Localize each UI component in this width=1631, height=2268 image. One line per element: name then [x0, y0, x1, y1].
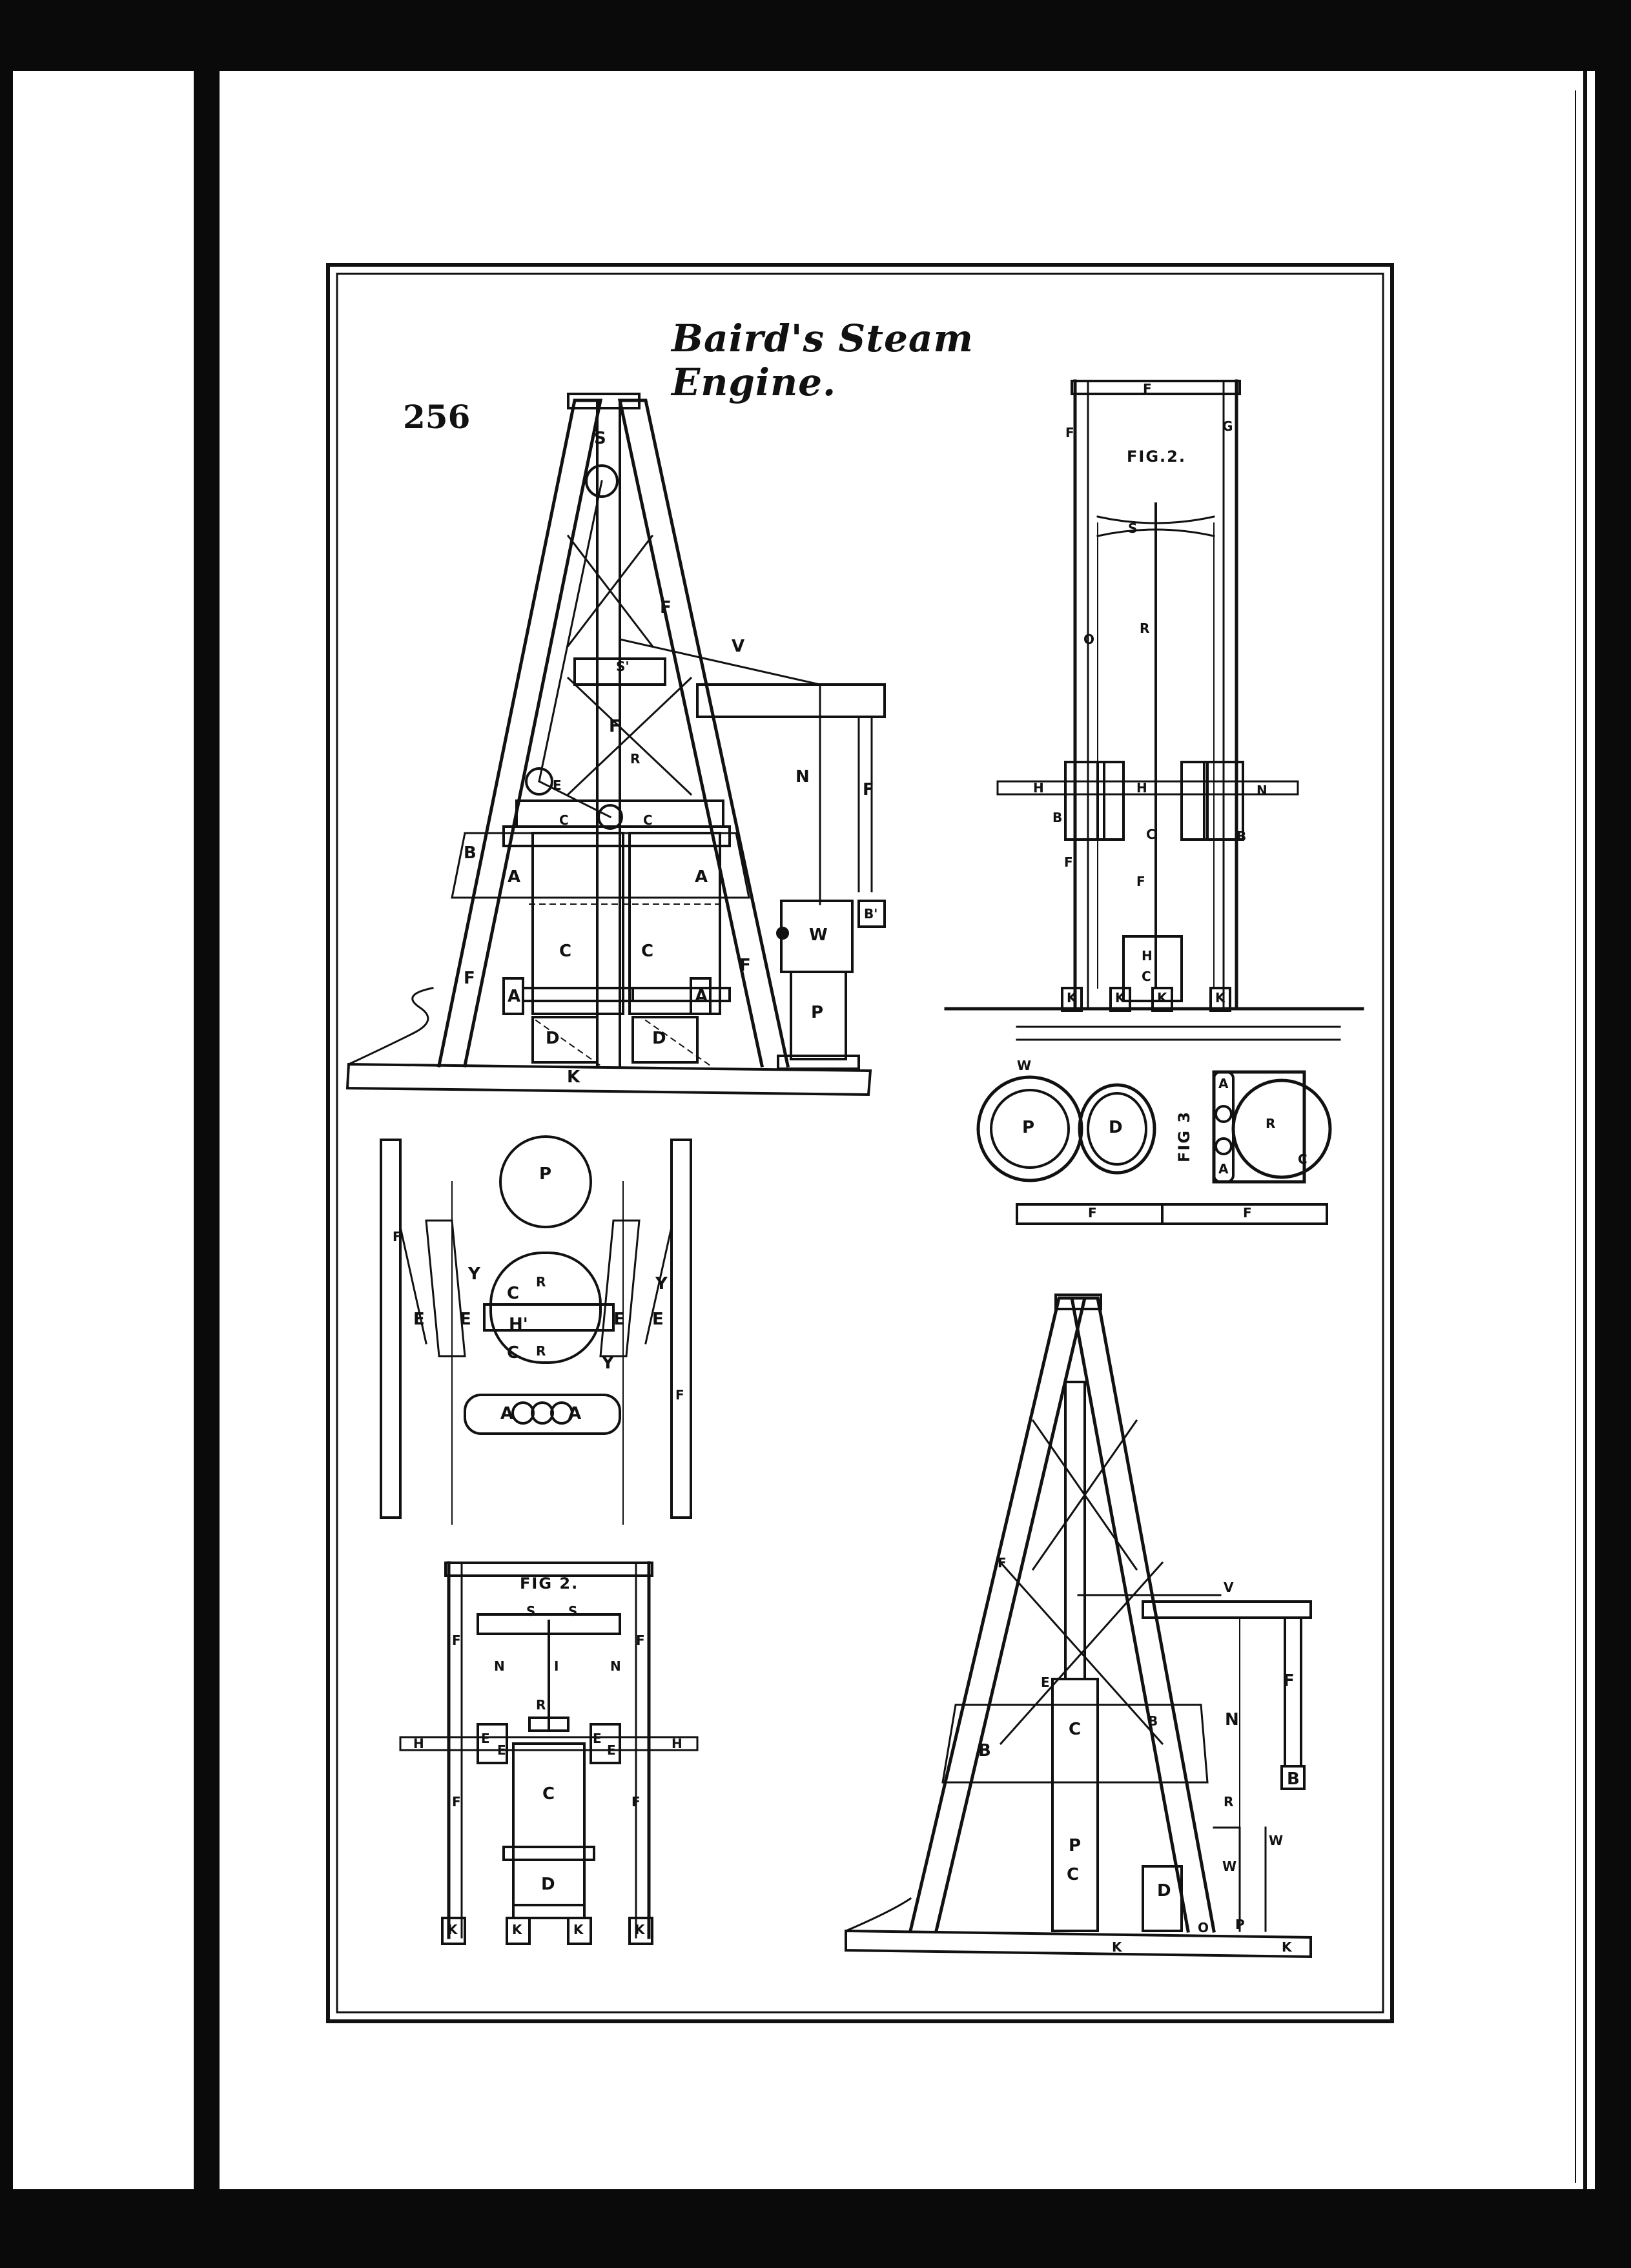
label-main-c-top-left: C — [559, 812, 569, 828]
label-fig2b-e-3: E — [593, 1731, 602, 1746]
label-fig2a-o: O — [1083, 632, 1095, 647]
label-plan-e-1: E — [413, 1310, 425, 1329]
label-fig2a-h-lower: H — [1142, 948, 1153, 964]
label-fig2b-e-4: E — [607, 1742, 616, 1758]
label-fig2a-f-lower-mid: F — [1136, 874, 1145, 889]
label-plan-h-prime: H' — [509, 1315, 528, 1334]
label-fig2b-n-right: N — [610, 1658, 621, 1674]
label-fig2a-b-left: B — [1052, 810, 1063, 825]
label-fig2b-f-lower-right: F — [631, 1794, 641, 1809]
label-side-o: O — [1198, 1920, 1209, 1935]
label-fig3-a-bottom: A — [1218, 1161, 1229, 1177]
label-main-a-lower-right: A — [695, 987, 708, 1006]
label-side-k-right: K — [1282, 1939, 1292, 1955]
label-fig2b-i: I — [554, 1658, 559, 1674]
label-side-d: D — [1157, 1881, 1171, 1901]
label-fig2b-s-left: S — [526, 1603, 536, 1619]
label-plan-r-lower: R — [536, 1343, 546, 1359]
label-side-w: W — [1269, 1833, 1284, 1848]
label-side-c-lower: C — [1067, 1865, 1080, 1884]
label-fig2b-f-lower-left: F — [452, 1794, 461, 1809]
label-main-c-right: C — [641, 942, 654, 961]
label-main-e: E — [553, 778, 562, 793]
label-main-f-left: F — [464, 969, 475, 988]
label-main-s: S — [594, 429, 606, 448]
label-fig2a-b-right: B — [1236, 829, 1247, 844]
label-plan-c-upper: C — [507, 1284, 520, 1303]
label-main-d-left: D — [546, 1029, 560, 1048]
label-main-f-right: F — [739, 956, 751, 975]
label-plan-a-left: A — [500, 1404, 514, 1423]
label-side-b-left: B — [978, 1741, 991, 1760]
label-side-p: P — [1069, 1836, 1082, 1855]
label-side-f-upper: F — [998, 1555, 1007, 1571]
label-plan-e-2: E — [460, 1310, 471, 1329]
label-side-e: E — [1041, 1675, 1050, 1690]
label-main-b-prime: B' — [864, 906, 878, 922]
label-fig2a-g: G — [1222, 418, 1233, 434]
label-side-v: V — [1224, 1580, 1234, 1595]
label-main-f-upper: F — [660, 598, 672, 617]
label-fig3-f-left: F — [1088, 1205, 1097, 1221]
label-side-b-right: B — [1148, 1713, 1158, 1729]
plate-number: 256 — [403, 398, 471, 436]
label-plan-c-lower: C — [507, 1343, 520, 1363]
label-main-k: K — [567, 1067, 580, 1087]
label-fig3-r: R — [1266, 1116, 1276, 1131]
label-main-f-mid: F — [609, 717, 621, 736]
label-fig2b-f-upper-right: F — [636, 1633, 645, 1648]
label-fig3-d: D — [1109, 1118, 1123, 1137]
label-fig2a-k-4: K — [1215, 990, 1226, 1005]
label-fig2a-f-top: F — [1143, 381, 1152, 397]
label-fig3-w: W — [1017, 1058, 1032, 1073]
label-main-f-column: F — [863, 780, 874, 799]
label-main-a-upper-right: A — [695, 867, 708, 887]
label-fig3-a-top: A — [1218, 1076, 1229, 1091]
fig3-drawing — [978, 1072, 1330, 1224]
label-fig2b-c: C — [542, 1784, 555, 1804]
label-main-w: W — [809, 925, 828, 945]
fig3-caption: FIG 3 — [1175, 1110, 1193, 1162]
label-fig2a-h-mid: H — [1136, 780, 1147, 796]
label-fig2a-k-1: K — [1067, 990, 1077, 1005]
label-plan-y-lower: Y — [602, 1354, 614, 1373]
label-side-w-lower: W — [1222, 1859, 1237, 1874]
label-side-r: R — [1224, 1794, 1234, 1809]
label-fig2a-s: S — [1128, 521, 1138, 536]
fig2-top-caption: FIG.2. — [1127, 448, 1186, 466]
label-main-a-lower-left: A — [508, 987, 521, 1006]
label-main-a-upper-left: A — [508, 867, 521, 887]
label-fig2b-d: D — [541, 1875, 555, 1894]
label-main-v: V — [732, 637, 745, 656]
label-fig2a-k-3: K — [1157, 990, 1167, 1005]
label-fig2b-h-left: H — [413, 1736, 424, 1751]
label-side-b-weight: B — [1287, 1769, 1300, 1789]
label-plan-r-upper: R — [536, 1274, 546, 1290]
label-fig2a-f-left: F — [1065, 425, 1074, 440]
label-fig2b-n-left: N — [494, 1658, 505, 1674]
label-fig2a-c-lower: C — [1142, 969, 1151, 984]
fig2-bottom-caption: FIG 2. — [520, 1574, 579, 1593]
label-plan-a-right: A — [568, 1404, 582, 1423]
label-main-d-right: D — [652, 1029, 666, 1048]
label-main-s-prime: S' — [616, 659, 630, 674]
inner-frame — [337, 274, 1383, 2012]
label-fig2a-n: N — [1257, 783, 1267, 798]
label-main-n: N — [795, 767, 810, 787]
label-fig2a-h-left: H — [1033, 780, 1044, 796]
label-fig2b-k-1: K — [447, 1922, 458, 1937]
label-plan-f-left: F — [393, 1229, 402, 1244]
label-main-r: R — [630, 751, 641, 767]
label-fig2a-r: R — [1140, 621, 1150, 636]
label-side-f-right: F — [1283, 1671, 1295, 1691]
label-main-p: P — [811, 1003, 824, 1022]
label-plan-p: P — [539, 1164, 552, 1184]
label-plan-y-left: Y — [468, 1264, 480, 1284]
label-fig2a-c-upper: C — [1146, 827, 1156, 842]
label-fig3-p: P — [1022, 1118, 1035, 1137]
label-fig3-c: C — [1298, 1151, 1308, 1167]
label-side-p-lower: P — [1235, 1917, 1245, 1932]
label-fig2b-s-right: S — [568, 1603, 578, 1619]
label-plan-e-4: E — [652, 1310, 664, 1329]
label-fig2b-k-3: K — [573, 1922, 584, 1937]
label-fig2b-e-2: E — [497, 1742, 506, 1758]
label-fig2b-h-right: H — [672, 1736, 682, 1751]
side-elevation-drawing — [846, 1295, 1311, 1957]
label-main-c-top-right: C — [643, 812, 653, 828]
label-plan-y-right: Y — [655, 1274, 668, 1294]
label-side-c-upper: C — [1069, 1720, 1082, 1739]
label-plan-e-3: E — [613, 1310, 625, 1329]
label-plan-f-right: F — [675, 1387, 684, 1403]
label-main-c-left: C — [559, 942, 572, 961]
label-main-b: B — [464, 843, 477, 863]
label-fig3-f-right: F — [1243, 1205, 1252, 1221]
label-side-k-left: K — [1112, 1939, 1122, 1955]
label-side-n: N — [1225, 1710, 1239, 1729]
fig2-top-right-drawing — [946, 381, 1362, 1040]
label-fig2b-f-upper-left: F — [452, 1633, 461, 1648]
label-fig2b-e-1: E — [481, 1731, 490, 1746]
plan-drawing — [381, 1137, 691, 1524]
plate-title: Baird's Steam Engine. — [672, 316, 974, 404]
label-fig2b-k-4: K — [635, 1922, 645, 1937]
main-elevation-drawing — [347, 394, 885, 1095]
label-fig2b-r: R — [536, 1697, 546, 1713]
label-fig2a-k-2: K — [1115, 990, 1125, 1005]
label-fig2b-k-2: K — [512, 1922, 522, 1937]
label-fig2a-f-lower-left: F — [1064, 854, 1073, 870]
